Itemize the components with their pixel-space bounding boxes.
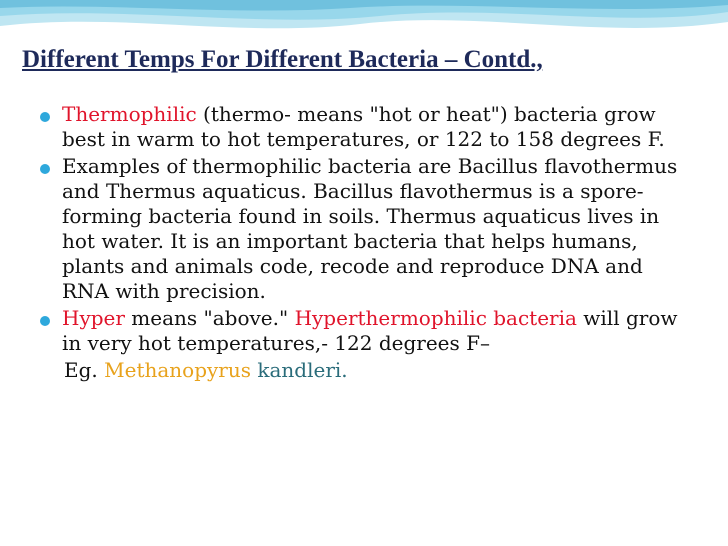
example-line — [40, 358, 680, 383]
bullet-thermophilic — [40, 102, 680, 152]
bullet-dot-icon — [40, 164, 50, 174]
slide-body — [40, 102, 680, 383]
example-suffix: kandleri. — [251, 358, 348, 382]
bullet-dot-icon — [40, 112, 50, 122]
term-thermophilic: Thermophilic — [62, 102, 197, 126]
bullet-text: will grow in very hot temperatures,- 122 degrees F– — [62, 306, 678, 355]
term-hyperthermophilic: Hyperthermophilic bacteria — [294, 306, 577, 330]
term-hyper: Hyper — [62, 306, 125, 330]
bullet-text: (thermo- means "hot or heat") bacteria grow best in warm to hot temperatures, or 122 to 158 degrees F. — [62, 102, 665, 151]
bullet-examples — [40, 154, 680, 304]
term-methanopyrus: Methanopyrus — [104, 358, 252, 382]
example-prefix: Eg. — [64, 358, 105, 382]
slide-title: Different Temps For Different Bacteria – Contd., — [22, 46, 543, 73]
bullet-hyper — [40, 306, 680, 356]
bullet-text: Examples of thermophilic bacteria are Bacillus flavothermus and Thermus aquaticus. Bacillus flavothermus is a spore-forming bacteria found in soils. Thermus aquaticus lives in hot water. It is an important bacteria that helps humans, plants and animals code, recode and reproduce DNA and RNA with precision. — [62, 154, 678, 303]
bullet-dot-icon — [40, 316, 50, 326]
bullet-text: means "above." — [124, 306, 295, 330]
header-wave-decoration — [0, 0, 728, 40]
